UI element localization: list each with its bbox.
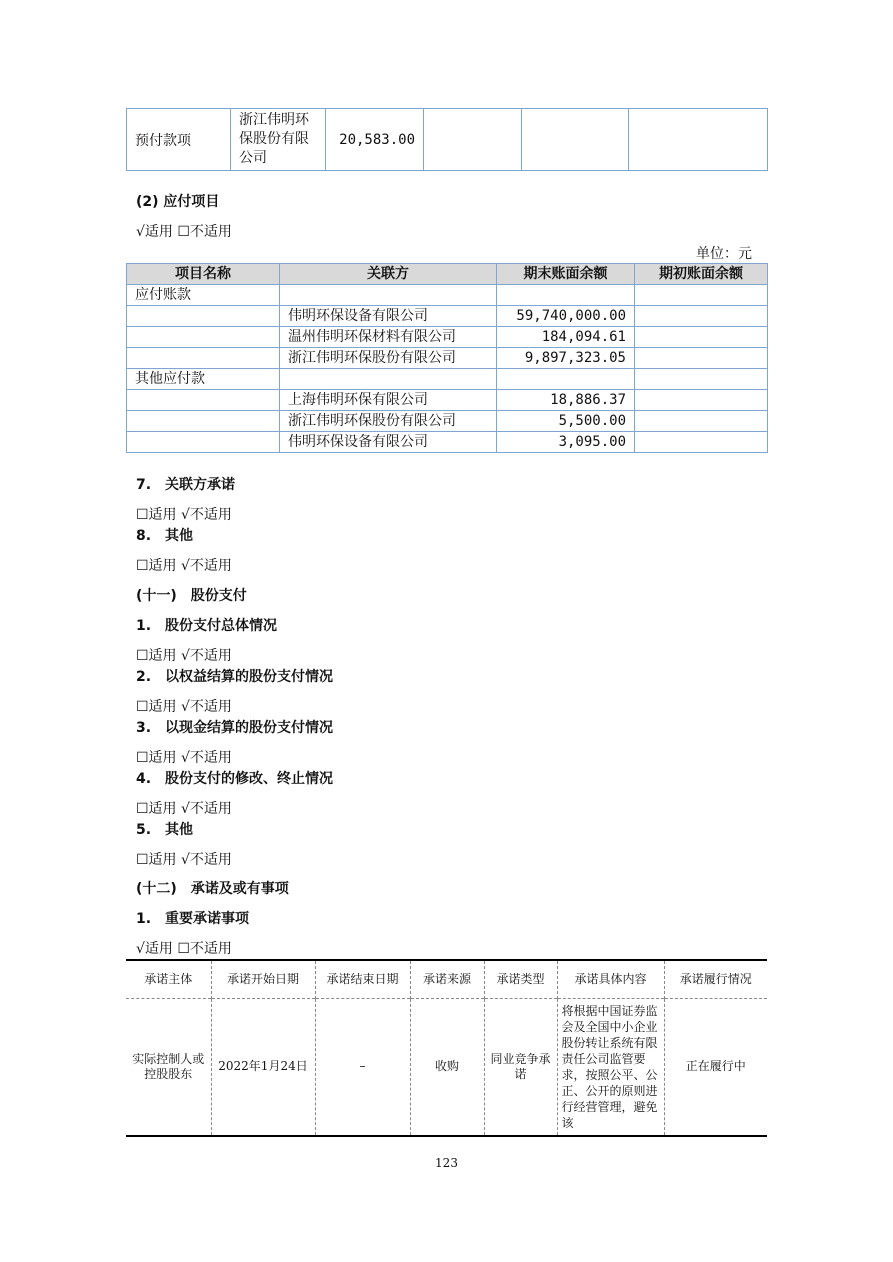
row-end <box>497 369 635 390</box>
row-begin <box>635 369 768 390</box>
col-header: 期末账面余额 <box>497 264 635 285</box>
row-party <box>280 369 497 390</box>
commitment-content: 将根据中国证券监会及全国中小企业股份转让系统有限责任公司监管要求，按照公平、公正、公开的原则进行经营管理，避免该 <box>557 998 664 1136</box>
row-begin <box>635 432 768 453</box>
row-name <box>127 411 280 432</box>
col-header: 承诺具体内容 <box>557 960 664 998</box>
prepaid-empty-2 <box>522 109 629 171</box>
table-row <box>127 327 768 348</box>
col-header: 承诺来源 <box>410 960 484 998</box>
col-header: 承诺结束日期 <box>315 960 410 998</box>
row-begin <box>635 327 768 348</box>
applicability-line: ☐适用 √不适用 <box>136 507 232 523</box>
commitment-table <box>126 959 767 1137</box>
row-name <box>127 390 280 411</box>
row-begin <box>635 390 768 411</box>
section-heading: (十一) 股份支付 <box>136 588 247 604</box>
row-end: 59,740,000.00 <box>497 306 635 327</box>
section-heading: 7. 关联方承诺 <box>136 477 236 493</box>
prepaid-amount: 20,583.00 <box>326 109 424 171</box>
commitment-subject: 实际控制人或控股股东 <box>126 998 211 1136</box>
row-party <box>280 285 497 306</box>
row-end: 5,500.00 <box>497 411 635 432</box>
row-party: 浙江伟明环保股份有限公司 <box>280 348 497 369</box>
payables-table <box>126 263 768 453</box>
table-row <box>127 390 768 411</box>
row-end: 184,094.61 <box>497 327 635 348</box>
section-heading: 4. 股份支付的修改、终止情况 <box>136 771 334 787</box>
prepaid-item: 预付款项 <box>127 109 231 171</box>
commitment-type: 同业竞争承诺 <box>484 998 557 1136</box>
row-begin <box>635 348 768 369</box>
row-end <box>497 285 635 306</box>
row-name: 应付账款 <box>127 285 280 306</box>
table-row <box>127 369 768 390</box>
row-begin <box>635 411 768 432</box>
section-heading: (十二) 承诺及或有事项 <box>136 881 289 897</box>
section-heading: 8. 其他 <box>136 528 194 544</box>
row-begin <box>635 285 768 306</box>
row-party: 浙江伟明环保股份有限公司 <box>280 411 497 432</box>
col-header: 承诺履行情况 <box>664 960 767 998</box>
commitment-start: 2022年1月24日 <box>211 998 315 1136</box>
section-heading: 2. 以权益结算的股份支付情况 <box>136 669 334 685</box>
col-header: 承诺开始日期 <box>211 960 315 998</box>
section-heading: 5. 其他 <box>136 822 194 838</box>
row-name: 其他应付款 <box>127 369 280 390</box>
row-begin <box>635 306 768 327</box>
row-name <box>127 306 280 327</box>
commitment-source: 收购 <box>410 998 484 1136</box>
prepaid-table <box>126 108 768 171</box>
col-header: 承诺类型 <box>484 960 557 998</box>
col-header: 项目名称 <box>127 264 280 285</box>
row-name <box>127 432 280 453</box>
row-party: 上海伟明环保有限公司 <box>280 390 497 411</box>
applicability-line: √适用 ☐不适用 <box>136 941 232 957</box>
prepaid-empty-1 <box>424 109 522 171</box>
section-heading: 3. 以现金结算的股份支付情况 <box>136 720 334 736</box>
row-end: 3,095.00 <box>497 432 635 453</box>
row-end: 9,897,323.05 <box>497 348 635 369</box>
row-end: 18,886.37 <box>497 390 635 411</box>
col-header: 承诺主体 <box>126 960 211 998</box>
table-row <box>126 998 767 1136</box>
prepaid-empty-3 <box>629 109 768 171</box>
table-row <box>127 432 768 453</box>
row-name <box>127 348 280 369</box>
applicability-line: ☐适用 √不适用 <box>136 699 232 715</box>
row-party: 温州伟明环保材料有限公司 <box>280 327 497 348</box>
payables-heading: (2) 应付项目 <box>136 194 220 210</box>
applicability-line: ☐适用 √不适用 <box>136 852 232 868</box>
table-row <box>127 285 768 306</box>
table-row <box>127 348 768 369</box>
row-party: 伟明环保设备有限公司 <box>280 306 497 327</box>
col-header: 期初账面余额 <box>635 264 768 285</box>
table-row <box>127 306 768 327</box>
table-row <box>127 411 768 432</box>
commitment-end: – <box>315 998 410 1136</box>
applicability-line: ☐适用 √不适用 <box>136 801 232 817</box>
payables-applicability: √适用 ☐不适用 <box>136 224 232 240</box>
applicability-line: ☐适用 √不适用 <box>136 648 232 664</box>
commitment-status: 正在履行中 <box>664 998 767 1136</box>
page-number: 123 <box>435 1156 458 1170</box>
applicability-line: ☐适用 √不适用 <box>136 750 232 766</box>
section-heading: 1. 股份支付总体情况 <box>136 618 278 634</box>
col-header: 关联方 <box>280 264 497 285</box>
row-name <box>127 327 280 348</box>
row-party: 伟明环保设备有限公司 <box>280 432 497 453</box>
prepaid-party: 浙江伟明环保股份有限公司 <box>231 109 326 171</box>
unit-label: 单位：元 <box>696 246 752 262</box>
section-heading: 1. 重要承诺事项 <box>136 911 250 927</box>
applicability-line: ☐适用 √不适用 <box>136 558 232 574</box>
